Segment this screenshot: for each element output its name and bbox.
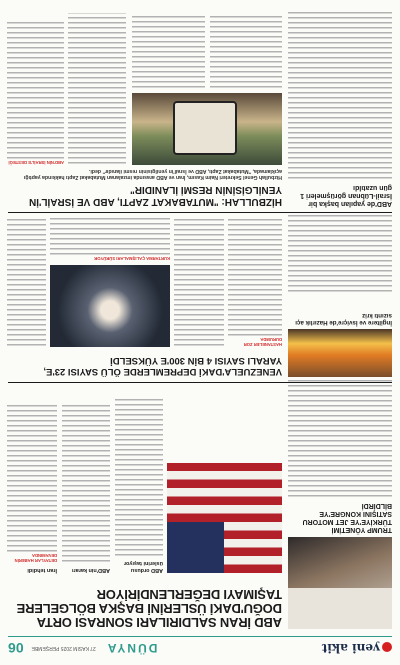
mid-headline: VENEZUELA'DAKİ DEPREMLERDE ÖLÜ SAYISI 23'E, YARALI SAYISI 4 BİN 300'E YÜKSELDİ [43, 355, 282, 377]
brand-name: yeni akit [321, 641, 380, 655]
mid-side-headline: İngiltere ve İsviçre'de Hazırlık açı sızıntı kriz [295, 312, 392, 326]
kicker-label: DETAYLAR HABERİN DEVAMINDA [14, 553, 57, 564]
crowd-screen-photo [132, 93, 282, 165]
dateline: 27 KASIM 2025 PERŞEMBE [31, 645, 96, 651]
mid-side-photo [288, 329, 392, 377]
section-divider [8, 212, 392, 213]
column-subhead: ABD ordusu üslerini taşıyor [123, 560, 163, 573]
column-subhead: ABD'nin kararı [72, 567, 110, 573]
low-side-story [288, 12, 392, 207]
column-body [7, 404, 57, 554]
side-story-headline: TRUMP YÖNETİMİ TÜRKİYE'YE JET MOTORU SATIŞINI KONGRE'YE BİLDİRDİ [302, 502, 392, 533]
low-column-1 [68, 13, 126, 165]
low-headline: HİZBULLAH: "MUTABAKAT ZAPTI, ABD VE İSRAİL'İN YENİLGİSİNİN RESMİ İLANIDIR" [28, 184, 282, 207]
section-divider [8, 382, 392, 383]
low-side-headline: ABD'de yapılan başka bir İsrail-Lübnan görüşmeleri 1 gün uzatıldı [300, 184, 392, 207]
column-subhead: İran tehdidi [27, 567, 57, 573]
low-column-4 [132, 13, 205, 89]
low-column-2 [7, 13, 64, 165]
side-story [288, 389, 392, 629]
side-story-body [288, 380, 392, 498]
page-number: 06 [8, 640, 24, 656]
low-side-body [288, 10, 392, 180]
kicker-label: KURTARMA ÇALIŞMALARI SÜRÜYOR [94, 256, 170, 261]
brand-logo [322, 641, 392, 655]
section-title: DÜNYA [105, 641, 158, 655]
masthead [8, 636, 392, 659]
us-flag-photo [167, 463, 282, 573]
mid-column-1 [228, 217, 282, 347]
mid-column-3 [7, 217, 46, 347]
column-body [228, 217, 282, 337]
top-headline: ABD İRAN SALDIRILARI SONRASI ORTA DOĞU'DAKİ ÜSLERİNİ BAŞKA BÖLGELERE TAŞIMAYI DEĞERLENDİRİYOR [16, 587, 282, 630]
mid-side-story [288, 299, 392, 377]
rescue-photo [50, 265, 170, 347]
mid-column-4 [50, 217, 170, 261]
mid-column-2 [174, 217, 224, 347]
kicker-label: ABD'NİN İSRAİL'E DESTEĞİ [8, 160, 64, 165]
top-column-2 [62, 395, 110, 573]
mid-side-body [288, 215, 392, 293]
top-column-1 [115, 395, 163, 573]
top-column-3 [7, 395, 57, 573]
low-column-3 [210, 13, 282, 89]
kicker-label: HASTANELER ZOR DURUMDA [243, 337, 282, 347]
logo-dot-icon [382, 643, 392, 653]
column-body [50, 218, 170, 256]
speaker-screen [173, 101, 237, 155]
side-story-photo [288, 537, 392, 629]
column-body [115, 397, 163, 557]
low-deck: Hizbullah Genel Sekreteri Naim Kasım, İran ve ABD arasında imzalanan Mutabakat Zaptı hakkında yaptığı açıklamada, "Mutabakat Zaptı, ABD ve İsrail'in yenilgisinin resmi ilanıdır" dedi. [23, 167, 282, 180]
column-body [7, 20, 64, 160]
column-body [62, 404, 110, 564]
